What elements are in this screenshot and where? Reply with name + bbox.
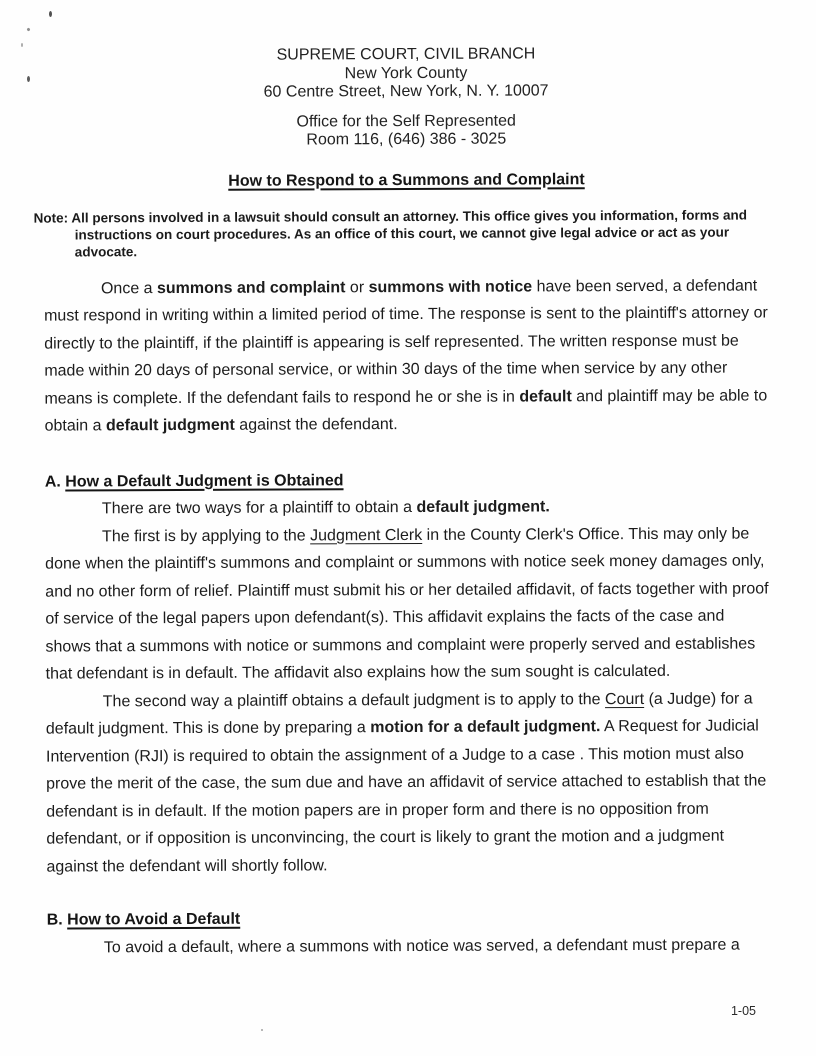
intro-paragraph: Once a summons and complaint or summons with notice have been served, a defendant must respond in writing within a limited period of time. The response is sent to the plaintiff's attorney or directly to the plaintiff, if the plaintiff is appearing is self represented. The written response must be made within 20 days of personal service, or within 30 days of the time when service by any other means is complete. If the defendant fails to respond he or she is in default and plaintiff may be able to obtain a default judgment against the defendant.	[44, 276, 768, 435]
office-line: Office for the Self Represented	[296, 112, 516, 130]
title-row	[0, 169, 815, 192]
document-body	[44, 272, 772, 962]
note-label: Note:	[33, 209, 69, 226]
section-a-heading	[45, 465, 770, 496]
section-b-title: How to Avoid a Default	[67, 910, 241, 929]
section-a-paragraph-1: There are two ways for a plaintiff to obtain a default judgment.	[101, 498, 550, 518]
note-block	[34, 206, 757, 260]
county-line: New York County	[344, 64, 468, 82]
section-a-title: How a Default Judgment is Obtained	[65, 471, 344, 490]
section-b-label: B.	[46, 911, 63, 929]
section-b-paragraph-1: To avoid a default, where a summons with notice was served, a defendant must prepare a	[103, 936, 740, 956]
court-name: SUPREME COURT, CIVIL BRANCH	[276, 45, 536, 64]
page-number: 1-05	[730, 1004, 756, 1018]
office-block	[0, 111, 814, 152]
section-a-label: A.	[44, 473, 61, 491]
section-a-paragraph-2: The first is by applying to the Judgment Clerk in the County Clerk's Office. This may only be done when the plaintiff's summons and complaint or summons with notice seek money damages only, and no other form of relief. Plaintiff must submit his or her detailed affidavit, of facts together with proof of service of the legal papers upon defendant(s). This affidavit explains the facts of the case and shows that a summons with notice or summons and complaint were properly served and establishes that defendant is in default. The affidavit also explains how the sum sought is calculated.	[45, 525, 769, 683]
document-header	[0, 44, 814, 151]
address-line: 60 Centre Street, New York, N. Y. 10007	[263, 82, 549, 101]
room-phone-line: Room 116, (646) 386 - 3025	[306, 130, 507, 149]
section-b-heading	[47, 903, 772, 934]
section-a-paragraph-3: The second way a plaintiff obtains a default judgment is to apply to the Court (a Judge) for a default judgment. This is done by preparing a motion for a default judgment. A Request for Judicial Intervention (RJI) is required to obtain the assignment of a Judge to a case . This motion must also prove the merit of the case, the sum due and have an affidavit of service attached to establish that the defendant is in default. If the motion papers are in proper form and there is no opposition from defendant, or if opposition is unconvincing, the court is likely to grant the motion and a judgment against the defendant will shortly follow.	[45, 689, 767, 876]
document-title: How to Respond to a Summons and Complaint	[228, 170, 585, 190]
note-text: All persons involved in a lawsuit should consult an attorney. This office gives you information, forms and instructions on court procedures. As an office of this court, we cannot give legal advice or act as your advocate.	[71, 207, 748, 259]
